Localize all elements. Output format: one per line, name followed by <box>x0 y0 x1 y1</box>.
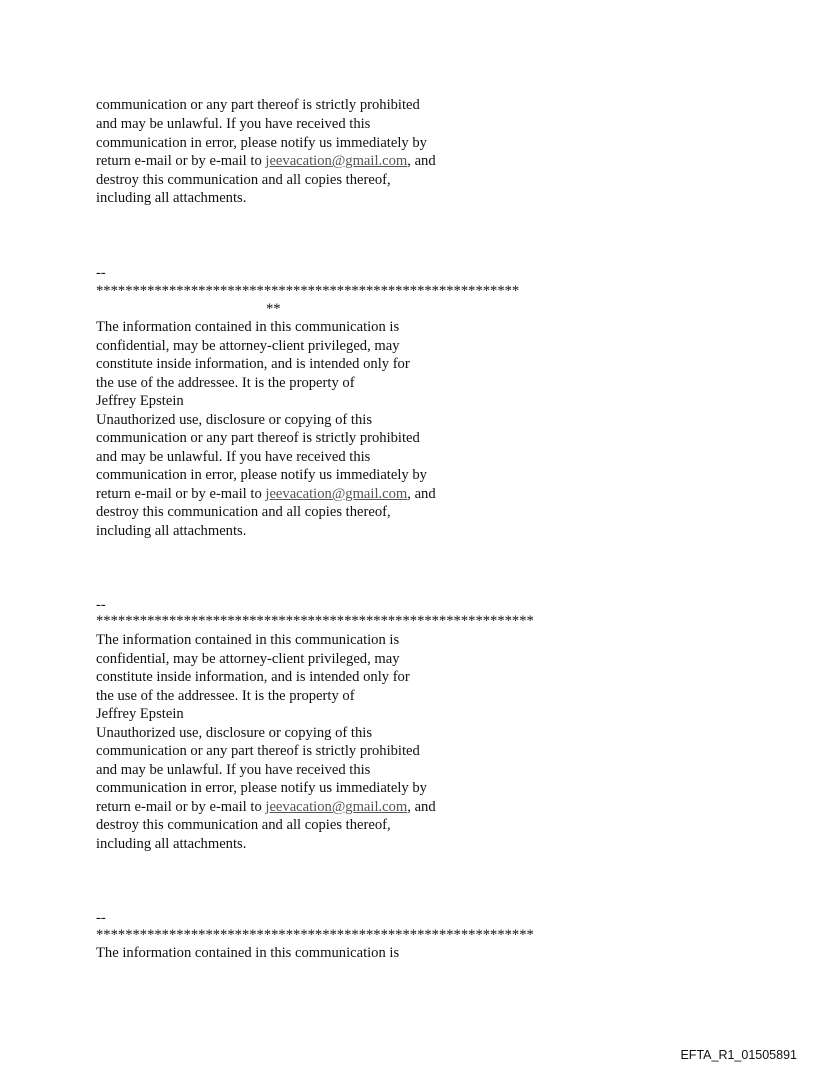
text-line: including all attachments. <box>96 836 247 852</box>
separator-dashes: -- <box>96 910 106 926</box>
document-id: EFTA_R1_01505891 <box>680 1048 797 1062</box>
text-fragment: return e-mail or by e-mail to <box>96 799 266 815</box>
text-line: the use of the addressee. It is the property of <box>96 688 355 704</box>
text-line: communication or any part thereof is strictly prohibited <box>96 97 420 113</box>
text-line: the use of the addressee. It is the property of <box>96 375 355 391</box>
text-line: constitute inside information, and is intended only for <box>96 356 410 372</box>
separator-dashes: -- <box>96 597 106 613</box>
email-link[interactable]: jeevacation@gmail.com <box>265 486 408 502</box>
text-line: and may be unlawful. If you have received this <box>96 116 371 132</box>
text-line: Jeffrey Epstein <box>96 393 184 409</box>
text-line: communication in error, please notify us immediately by <box>96 135 427 151</box>
text-line: communication or any part thereof is strictly prohibited <box>96 743 420 759</box>
text-line: The information contained in this communication is <box>96 945 400 961</box>
text-line: Unauthorized use, disclosure or copying of this <box>96 412 373 428</box>
text-line: destroy this communication and all copies thereof, <box>96 504 391 520</box>
separator-stars: ************************************************************ <box>96 613 534 629</box>
separator-stars-tail: ** <box>266 301 281 317</box>
email-link[interactable]: jeevacation@gmail.com <box>265 799 408 815</box>
email-link[interactable]: jeevacation@gmail.com <box>265 153 408 169</box>
separator-stars: ************************************************************ <box>96 927 534 943</box>
text-line: destroy this communication and all copies thereof, <box>96 172 391 188</box>
text-line: and may be unlawful. If you have received this <box>96 762 371 778</box>
text-fragment: return e-mail or by e-mail to <box>96 486 266 502</box>
text-line: constitute inside information, and is intended only for <box>96 669 410 685</box>
text-line: communication or any part thereof is strictly prohibited <box>96 430 420 446</box>
text-fragment: , and <box>407 799 436 815</box>
text-line: and may be unlawful. If you have received this <box>96 449 371 465</box>
text-line: destroy this communication and all copies thereof, <box>96 817 391 833</box>
text-line: including all attachments. <box>96 523 247 539</box>
text-line: communication in error, please notify us immediately by <box>96 780 427 796</box>
text-line: Unauthorized use, disclosure or copying of this <box>96 725 373 741</box>
text-line <box>96 798 436 816</box>
text-line: The information contained in this communication is <box>96 632 400 648</box>
text-line: including all attachments. <box>96 190 247 206</box>
text-line: The information contained in this communication is <box>96 319 400 335</box>
text-line <box>96 152 436 170</box>
separator-dashes: -- <box>96 265 106 281</box>
text-fragment: return e-mail or by e-mail to <box>96 153 266 169</box>
text-fragment: , and <box>407 486 436 502</box>
text-line: confidential, may be attorney-client privileged, may <box>96 338 400 354</box>
text-line: confidential, may be attorney-client privileged, may <box>96 651 400 667</box>
separator-stars: ********************************************************** <box>96 283 520 299</box>
text-line: communication in error, please notify us immediately by <box>96 467 427 483</box>
text-line <box>96 485 436 503</box>
text-line: Jeffrey Epstein <box>96 706 184 722</box>
text-fragment: , and <box>407 153 436 169</box>
